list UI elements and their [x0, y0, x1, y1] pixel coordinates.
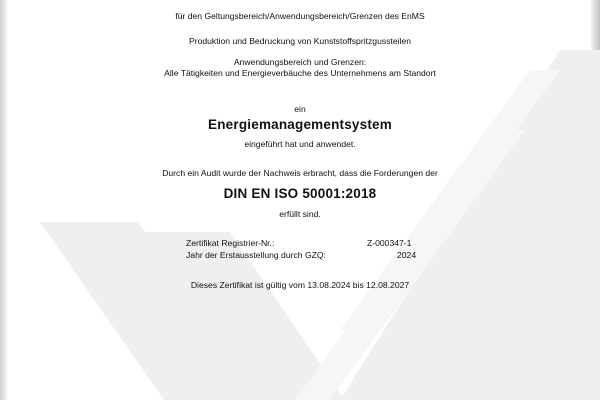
cert-number-label: Zertifikat Registrier-Nr.:: [186, 238, 275, 248]
system-status: eingeführt hat und anwendet.: [244, 139, 356, 149]
application-heading: Anwendungsbereich und Grenzen:: [233, 57, 367, 67]
fulfilled-text: erfüllt sind.: [279, 209, 321, 219]
first-issue-year-value: 2024: [397, 250, 417, 260]
system-title: Energiemanagementsystem: [208, 117, 392, 132]
application-text: Alle Tätigkeiten und Energieverbäuche des Unternehmens am Standort: [164, 68, 436, 78]
scope-heading: für den Geltungsbereich/Anwendungsbereich/Grenzen des EnMS: [175, 11, 425, 21]
cert-number-value: Z-000347-1: [367, 238, 412, 248]
first-issue-year-label: Jahr der Erstausstellung durch GZQ:: [186, 250, 326, 260]
standard-title: DIN EN ISO 50001:2018: [223, 186, 377, 201]
scope-text: Produktion und Bedruckung von Kunststoffspritzgussteilen: [189, 36, 411, 46]
connector-text: ein: [294, 104, 306, 114]
validity-text: Dieses Zertifikat ist gültig vom 13.08.2024 bis 12.08.2027: [190, 280, 410, 290]
audit-statement: Durch ein Audit wurde der Nachweis erbracht, dass die Forderungen der: [162, 168, 438, 178]
